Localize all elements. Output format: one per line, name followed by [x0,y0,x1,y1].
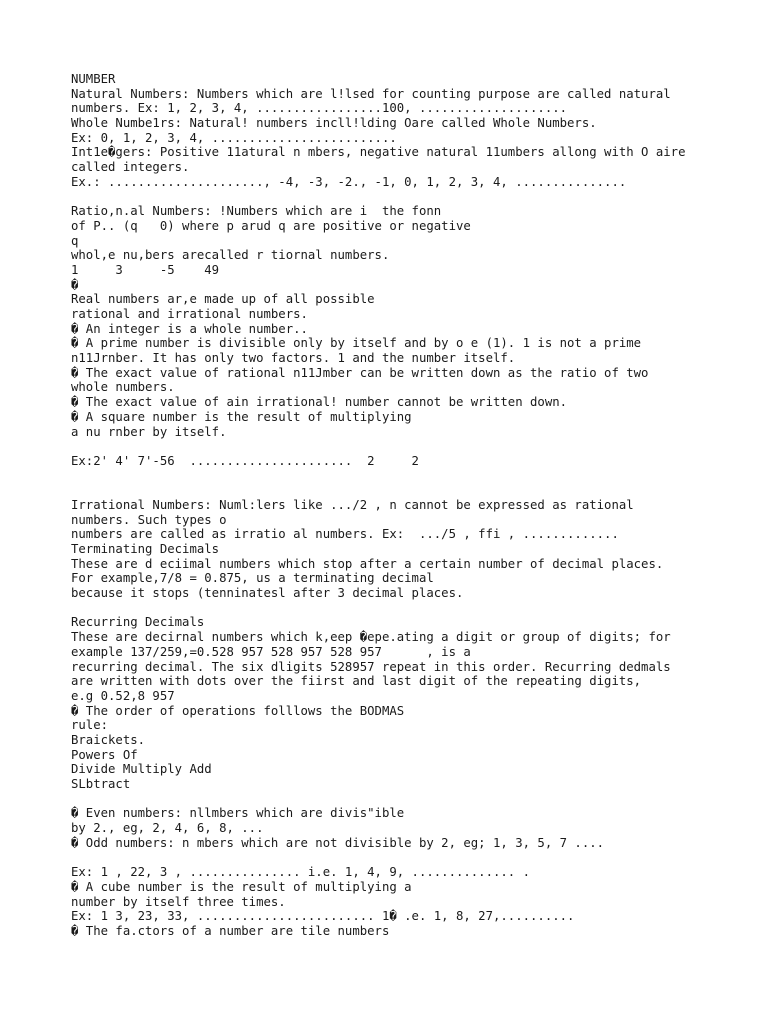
text-line: are written with dots over the fiirst and last digit of the repeating digits, [71,674,642,689]
text-line: e.g 0.52,8 957 [71,688,175,703]
bullet-item: � Even numbers: nllmbers which are divis"ible [71,806,405,821]
bullet-item: � An integer is a whole number.. [71,321,308,336]
text-line: These are decirnal numbers which k,eep �epe.ating a digit or group of digits; for [71,630,671,645]
blank-line [71,483,751,498]
bullet-item: � The exact value of ain irrational! number cannot be written down. [71,395,568,410]
document-body [71,72,751,939]
text-line: Int1e�gers: Positive 11atural n mbers, negative natural 11umbers allong with O aire [71,145,686,160]
text-line: 1 3 -5 49 [71,262,220,277]
blank-line [71,190,751,205]
text-line: Ex.: ....................., -4, -3, -2., -1, 0, 1, 2, 3, 4, ............... [71,174,627,189]
text-line: example 137/259,=0.528 957 528 957 528 957 , is a [71,644,471,659]
text-line: Braickets. [71,732,146,747]
section-irrational-numbers: Irrational Numbers: Numl:lers like .../2 , n cannot be expressed as rational [71,497,634,512]
blank-line [71,850,751,865]
section-rational-numbers: Ratio,n.al Numbers: !Numbers which are i the fonn [71,204,442,219]
text-line: These are d eciimal numbers which stop after a certain number of decimal places. [71,556,664,571]
text-line: Powers Of [71,747,138,762]
text-line: Ex: 1 3, 23, 33, ........................ 1� .e. 1, 8, 27,.......... [71,909,575,924]
section-terminating-decimals: Terminating Decimals [71,542,220,556]
text-line: SLbtract [71,777,131,791]
blank-line [71,439,751,454]
text-line: recurring decimal. The six dligits 528957 repeat in this order. Recurring dedmals [71,659,671,674]
section-recurring-decimals: Recurring Decimals [71,615,205,630]
text-line: number by itself three times. [71,894,286,909]
text-line: Ex: 0, 1, 2, 3, 4, ......................... [71,130,397,145]
bullet-item: � A cube number is the result of multiplying a [71,879,412,894]
text-line: q [71,233,79,248]
text-line: of P.. (q 0) where p arud q are positive or negative [71,218,471,233]
text-line: Ex: 1 , 22, 3 , ............... i.e. 1, 4, 9, .............. . [71,865,531,880]
text-line: rule: [71,718,109,733]
bullet-item: � A prime number is divisible only by itself and by o e (1). 1 is not a prime [71,336,642,351]
text-line: Divide Multiply Add [71,762,212,777]
text-line: numbers are called as irratio al numbers. Ex: .../5 , ffi , ............. [71,527,619,542]
text-line: called integers. [71,160,190,175]
text-line: by 2., eg, 2, 4, 6, 8, ... [71,821,264,836]
text-line: rational and irrational numbers. [71,307,308,321]
text-line: numbers. Such types o [71,512,227,527]
text-line: Natural Numbers: Numbers which are l!lsed for counting purpose are called natural [71,86,671,101]
bullet-item: � The exact value of rational n11Jmber can be written down as the ratio of two [71,365,649,380]
bullet-glyph: � [71,277,79,292]
bullet-item: � Odd numbers: n mbers which are not divisible by 2, eg; 1, 3, 5, 7 .... [71,835,605,850]
text-line: For example,7/8 = 0.875, us a terminating decimal [71,571,434,586]
text-line: Real numbers ar,e made up of all possible [71,292,375,307]
text-line: whole numbers. [71,380,175,395]
blank-line [71,469,751,484]
text-line: n11Jrnber. It has only two factors. 1 and the number itself. [71,351,516,366]
text-line: numbers. Ex: 1, 2, 3, 4, .................100, .................... [71,101,568,116]
text-line: a nu rnber by itself. [71,424,227,439]
bullet-item: � The fa.ctors of a number are tile numbers [71,923,390,938]
blank-line [71,792,751,807]
text-line: because it stops (tenninatesl after 3 decimal places. [71,586,464,601]
bullet-item: � The order of operations folllows the BODMAS [71,703,405,718]
blank-line [71,601,751,616]
text-line: Whole Numbe1rs: Natural! numbers incll!lding Oare called Whole Numbers. [71,116,597,131]
text-line: Ex:2' 4' 7'-56 ...................... 2 2 [71,453,419,468]
heading-number: NUMBER [71,72,116,86]
text-line: whol,e nu,bers arecalled r tiornal numbers. [71,248,390,263]
bullet-item: � A square number is the result of multiplying [71,409,412,424]
